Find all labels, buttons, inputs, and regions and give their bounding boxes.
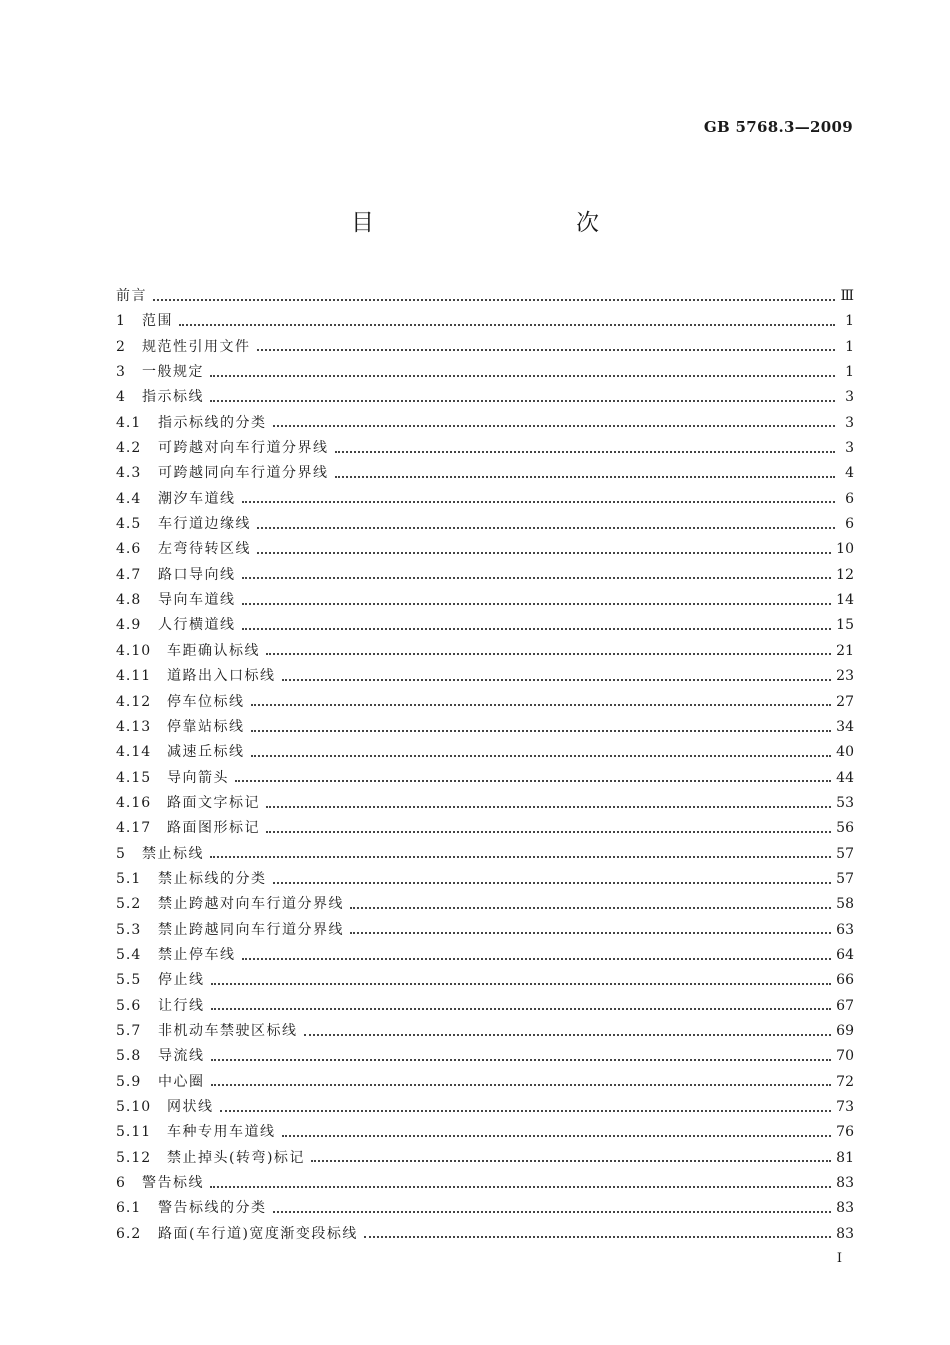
toc-entry[interactable] xyxy=(116,842,854,867)
toc-entry[interactable] xyxy=(116,588,854,613)
toc-entry-number: 4.6 xyxy=(116,541,142,558)
toc-entry[interactable] xyxy=(116,791,854,816)
toc-entry-title: 让行线 xyxy=(158,997,205,1014)
toc-entry-number: 4.16 xyxy=(116,794,152,811)
toc-entry-title: 禁止跨越对向车行道分界线 xyxy=(158,896,344,913)
table-of-contents xyxy=(116,284,854,1247)
toc-entry[interactable] xyxy=(116,461,854,486)
toc-entry-title: 导向车道线 xyxy=(158,592,236,609)
toc-entry-number: 3 xyxy=(116,364,126,381)
toc-dot-leader xyxy=(266,831,831,833)
toc-dot-leader xyxy=(282,679,832,681)
toc-dot-leader xyxy=(179,324,835,326)
toc-entry-title: 指示标线 xyxy=(142,389,204,406)
toc-entry-title: 禁止跨越同向车行道分界线 xyxy=(158,921,344,938)
toc-dot-leader xyxy=(210,1186,831,1188)
toc-entry-title: 警告标线的分类 xyxy=(158,1200,267,1217)
toc-entry[interactable] xyxy=(116,284,854,309)
toc-entry[interactable] xyxy=(116,563,854,588)
toc-entry-number: 1 xyxy=(116,313,126,330)
toc-dot-leader xyxy=(266,806,831,808)
toc-dot-leader xyxy=(210,375,835,377)
toc-entry[interactable] xyxy=(116,968,854,993)
toc-entry-number: 5.11 xyxy=(116,1124,152,1141)
toc-entry-page: 4 xyxy=(845,465,854,482)
toc-entry-number: 4.4 xyxy=(116,490,142,507)
toc-entry-page: 3 xyxy=(845,389,854,406)
toc-entry-number: 4 xyxy=(116,389,126,406)
toc-entry-number: 5.10 xyxy=(116,1099,152,1115)
toc-entry-title: 可跨越对向车行道分界线 xyxy=(158,440,329,457)
toc-entry-title: 一般规定 xyxy=(142,364,204,381)
toc-dot-leader xyxy=(242,958,832,960)
toc-entry-page: 1 xyxy=(845,338,854,355)
toc-entry-number: 5.1 xyxy=(116,870,142,887)
toc-dot-leader xyxy=(335,451,836,453)
toc-entry-title: 路面文字标记 xyxy=(167,794,260,811)
toc-dot-leader xyxy=(251,755,832,757)
toc-entry-page: 14 xyxy=(836,592,854,609)
toc-entry[interactable] xyxy=(116,487,854,512)
toc-dot-leader xyxy=(364,1236,831,1238)
toc-entry-title: 导流线 xyxy=(158,1048,205,1065)
toc-entry[interactable] xyxy=(116,918,854,943)
toc-dot-leader xyxy=(273,1211,832,1213)
toc-entry-title: 路口导向线 xyxy=(158,566,236,583)
toc-entry-title: 前言 xyxy=(116,288,147,304)
toc-entry-title: 网状线 xyxy=(167,1099,214,1115)
toc-entry-page: 83 xyxy=(836,1175,854,1192)
toc-entry[interactable] xyxy=(116,994,854,1019)
toc-entry[interactable] xyxy=(116,943,854,968)
toc-entry-title: 警告标线 xyxy=(142,1175,204,1192)
toc-entry-page: 27 xyxy=(836,693,854,710)
toc-entry[interactable] xyxy=(116,360,854,385)
toc-entry-title: 非机动车禁驶区标线 xyxy=(158,1022,298,1039)
toc-dot-leader xyxy=(257,527,835,529)
standard-code: GB 5768.3—2009 xyxy=(703,118,853,136)
toc-entry[interactable] xyxy=(116,1044,854,1069)
toc-entry-page: Ⅲ xyxy=(840,288,854,304)
toc-entry-title: 中心圈 xyxy=(158,1073,205,1090)
toc-entry-page: 3 xyxy=(845,414,854,431)
toc-entry-title: 路面图形标记 xyxy=(167,820,260,837)
toc-dot-leader xyxy=(242,603,832,605)
toc-dot-leader xyxy=(210,400,835,402)
page-number: I xyxy=(836,1251,842,1266)
toc-entry-title: 禁止掉头(转弯)标记 xyxy=(167,1149,305,1166)
toc-entry-number: 5.4 xyxy=(116,946,142,963)
toc-entry-title: 停靠站标线 xyxy=(167,718,245,735)
toc-entry-page: 21 xyxy=(836,642,854,659)
toc-entry-number: 4.13 xyxy=(116,718,152,735)
toc-entry-page: 70 xyxy=(836,1048,854,1065)
toc-entry-page: 67 xyxy=(836,997,854,1014)
toc-entry-title: 左弯待转区线 xyxy=(158,541,251,558)
toc-entry-title: 禁止标线 xyxy=(142,845,204,862)
toc-entry[interactable] xyxy=(116,892,854,917)
toc-entry-page: 10 xyxy=(836,541,854,558)
toc-entry-title: 禁止标线的分类 xyxy=(158,870,267,887)
toc-entry-number: 6.2 xyxy=(116,1225,142,1242)
toc-entry[interactable] xyxy=(116,537,854,562)
toc-dot-leader xyxy=(211,1084,832,1086)
toc-entry-page: 83 xyxy=(836,1200,854,1217)
toc-entry-page: 76 xyxy=(836,1124,854,1141)
toc-entry-page: 53 xyxy=(836,794,854,811)
toc-entry-title: 可跨越同向车行道分界线 xyxy=(158,465,329,482)
toc-dot-leader xyxy=(153,299,835,301)
toc-entry-page: 64 xyxy=(836,946,854,963)
toc-entry-title: 规范性引用文件 xyxy=(142,338,251,355)
toc-entry-number: 4.14 xyxy=(116,744,152,761)
toc-entry-number: 5.9 xyxy=(116,1073,142,1090)
toc-dot-leader xyxy=(257,349,836,351)
toc-entry-number: 2 xyxy=(116,338,126,355)
toc-entry[interactable] xyxy=(116,1070,854,1095)
toc-entry-number: 6 xyxy=(116,1175,126,1192)
toc-entry-title: 道路出入口标线 xyxy=(167,668,276,685)
toc-entry-number: 4.12 xyxy=(116,693,152,710)
toc-dot-leader xyxy=(311,1160,831,1162)
toc-entry[interactable] xyxy=(116,1095,854,1120)
toc-entry-number: 5.12 xyxy=(116,1149,152,1166)
toc-entry[interactable] xyxy=(116,385,854,410)
toc-entry-page: 40 xyxy=(836,744,854,761)
toc-entry-title: 禁止停车线 xyxy=(158,946,236,963)
page-title: 目 次 xyxy=(351,210,651,236)
toc-entry-number: 4.15 xyxy=(116,769,152,786)
toc-entry-page: 12 xyxy=(836,566,854,583)
toc-entry-page: 57 xyxy=(836,845,854,862)
toc-entry-number: 4.3 xyxy=(116,465,142,482)
toc-entry[interactable] xyxy=(116,664,854,689)
toc-entry-title: 车种专用车道线 xyxy=(167,1124,276,1141)
toc-entry-number: 5.7 xyxy=(116,1022,142,1039)
toc-dot-leader xyxy=(273,425,836,427)
toc-entry-page: 83 xyxy=(836,1225,854,1242)
toc-entry-title: 停车位标线 xyxy=(167,693,245,710)
toc-entry-number: 5.3 xyxy=(116,921,142,938)
toc-dot-leader xyxy=(257,552,831,554)
toc-entry-number: 4.8 xyxy=(116,592,142,609)
toc-entry-title: 范围 xyxy=(142,313,173,330)
toc-entry-number: 6.1 xyxy=(116,1200,142,1217)
toc-dot-leader xyxy=(242,501,836,503)
toc-entry[interactable] xyxy=(116,639,854,664)
toc-entry-number: 4.1 xyxy=(116,414,142,431)
toc-entry[interactable] xyxy=(116,436,854,461)
toc-entry-number: 4.5 xyxy=(116,516,142,533)
toc-entry-page: 1 xyxy=(845,364,854,381)
toc-dot-leader xyxy=(251,730,832,732)
toc-entry-title: 车距确认标线 xyxy=(167,642,260,659)
toc-entry-number: 4.2 xyxy=(116,440,142,457)
toc-entry-title: 停止线 xyxy=(158,972,205,989)
toc-entry[interactable] xyxy=(116,715,854,740)
toc-entry-page: 69 xyxy=(836,1022,854,1039)
toc-dot-leader xyxy=(210,856,831,858)
toc-entry-title: 导向箭头 xyxy=(167,769,229,786)
toc-dot-leader xyxy=(242,577,832,579)
toc-dot-leader xyxy=(211,1059,832,1061)
toc-entry-page: 3 xyxy=(845,440,854,457)
toc-entry-number: 5.6 xyxy=(116,997,142,1014)
toc-entry-number: 5 xyxy=(116,845,126,862)
toc-entry-page: 72 xyxy=(836,1073,854,1090)
toc-entry[interactable] xyxy=(116,411,854,436)
toc-dot-leader xyxy=(266,653,831,655)
toc-entry-number: 4.7 xyxy=(116,566,142,583)
toc-entry-page: 58 xyxy=(836,896,854,913)
toc-entry-page: 44 xyxy=(836,769,854,786)
toc-entry-number: 4.11 xyxy=(116,668,152,685)
toc-entry-page: 6 xyxy=(845,490,854,507)
toc-entry-page: 56 xyxy=(836,820,854,837)
toc-entry[interactable] xyxy=(116,1222,854,1247)
toc-entry[interactable] xyxy=(116,867,854,892)
toc-entry[interactable] xyxy=(116,335,854,360)
toc-entry-title: 指示标线的分类 xyxy=(158,414,267,431)
toc-entry[interactable] xyxy=(116,1120,854,1145)
toc-dot-leader xyxy=(211,983,832,985)
toc-entry-title: 潮汐车道线 xyxy=(158,490,236,507)
toc-entry-page: 15 xyxy=(836,617,854,634)
toc-entry-number: 4.10 xyxy=(116,642,152,659)
toc-entry-number: 5.8 xyxy=(116,1048,142,1065)
toc-entry-page: 23 xyxy=(836,668,854,685)
toc-dot-leader xyxy=(235,780,831,782)
toc-dot-leader xyxy=(335,476,836,478)
toc-entry-page: 1 xyxy=(845,313,854,330)
toc-dot-leader xyxy=(350,932,831,934)
toc-entry-page: 6 xyxy=(845,516,854,533)
toc-entry-number: 5.2 xyxy=(116,896,142,913)
toc-entry[interactable] xyxy=(116,1019,854,1044)
toc-entry[interactable] xyxy=(116,766,854,791)
toc-entry-page: 81 xyxy=(836,1149,854,1166)
toc-dot-leader xyxy=(282,1135,832,1137)
toc-entry[interactable] xyxy=(116,816,854,841)
toc-entry[interactable] xyxy=(116,740,854,765)
toc-entry[interactable] xyxy=(116,512,854,537)
toc-entry-page: 66 xyxy=(836,972,854,989)
toc-entry[interactable] xyxy=(116,690,854,715)
toc-entry-number: 4.9 xyxy=(116,617,142,634)
toc-entry-page: 73 xyxy=(836,1099,854,1115)
toc-entry[interactable] xyxy=(116,309,854,334)
toc-entry[interactable] xyxy=(116,1196,854,1221)
toc-entry[interactable] xyxy=(116,1146,854,1171)
toc-entry-title: 路面(车行道)宽度渐变段标线 xyxy=(158,1225,358,1242)
toc-dot-leader xyxy=(251,704,832,706)
toc-entry[interactable] xyxy=(116,1171,854,1196)
toc-dot-leader xyxy=(350,907,831,909)
toc-dot-leader xyxy=(242,628,832,630)
toc-dot-leader xyxy=(273,882,832,884)
toc-entry-title: 减速丘标线 xyxy=(167,744,245,761)
toc-entry[interactable] xyxy=(116,613,854,638)
toc-entry-page: 34 xyxy=(836,718,854,735)
toc-entry-page: 57 xyxy=(836,870,854,887)
toc-entry-page: 63 xyxy=(836,921,854,938)
toc-entry-number: 4.17 xyxy=(116,820,152,837)
toc-dot-leader xyxy=(304,1034,832,1036)
toc-entry-title: 车行道边缘线 xyxy=(158,516,251,533)
toc-dot-leader xyxy=(220,1110,832,1112)
toc-entry-title: 人行横道线 xyxy=(158,617,236,634)
toc-entry-number: 5.5 xyxy=(116,972,142,989)
toc-dot-leader xyxy=(211,1008,832,1010)
